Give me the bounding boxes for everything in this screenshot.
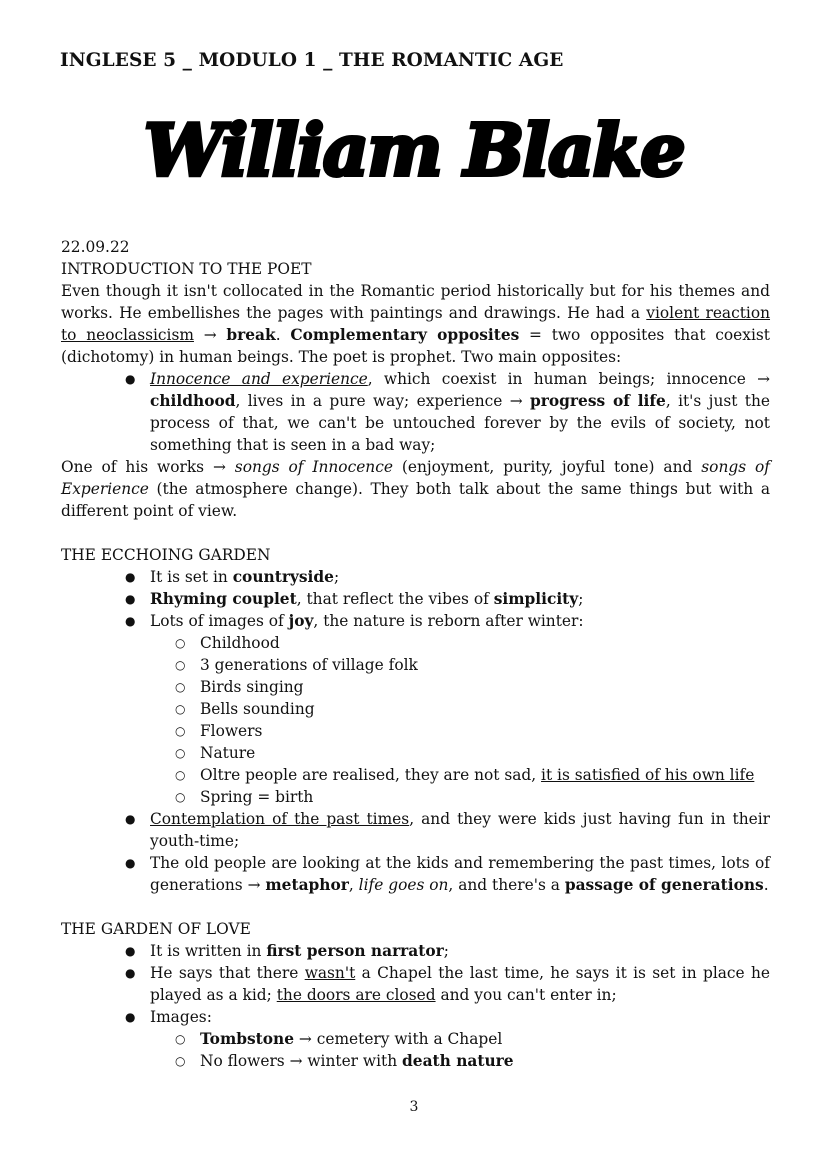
page-number: 3 [409, 1099, 419, 1115]
joy-images-list [200, 632, 770, 808]
sub-list-item: ○ Tombstone → cemetery with a Chapel [150, 1028, 770, 1050]
list-item: ● Innocence and experience, which coexist in human beings; innocence → childhood, lives in a pure way; experience → progress of life, it's just the process of that, we can't be untouched forever by the evils of society, not something that is seen in a bad way; [61, 368, 770, 456]
sub-list-item: ○ Birds singing [150, 676, 770, 698]
sub-list-item: ○ Childhood [150, 632, 770, 654]
list-item: ● He says that there wasn't a Chapel the last time, he says it is set in place he played as a kid; the doors are closed and you can't enter in; [61, 962, 770, 1006]
date: 22.09.22 [61, 238, 130, 256]
echoing-list [61, 566, 770, 896]
list-item: ● It is set in countryside; [61, 566, 770, 588]
sub-list-item: ○ Spring = birth [150, 786, 770, 808]
list-item: ● Rhyming couplet, that reflect the vibes of simplicity; [61, 588, 770, 610]
sub-list-item: ○ 3 generations of village folk [150, 654, 770, 676]
intro-paragraph: Even though it isn't collocated in the Romantic period historically but for his themes and works. He embellishes the pages with paintings and drawings. He had a violent reaction to neoclassicism → break. Complementary opposites = two opposites that coexist (dichotomy) in human beings. The poet is prophet. Two main opposites: [61, 282, 771, 366]
sub-list-item: ○ Bells sounding [150, 698, 770, 720]
sub-list-item: ○ Oltre people are realised, they are not sad, it is satisfied of his own life [150, 764, 770, 786]
list-item: ● Images: ○ Tombstone → cemetery with a Chapel ○ No flowers → winter with death nature [61, 1006, 770, 1072]
list-item: ● It is written in first person narrator; [61, 940, 770, 962]
intro-list [61, 368, 770, 456]
love-list [61, 940, 770, 1072]
section-heading-intro: INTRODUCTION TO THE POET [61, 260, 312, 278]
section-heading-love: THE GARDEN OF LOVE [61, 920, 251, 938]
list-item: ● The old people are looking at the kids and remembering the past times, lots of generations → metaphor, life goes on, and there's a passage of generations. [61, 852, 770, 896]
sub-list-item: ○ Nature [150, 742, 770, 764]
works-paragraph: One of his works → songs of Innocence (enjoyment, purity, joyful tone) and songs of Experience (the atmosphere change). They both talk about the same things but with a different point of view. [61, 458, 770, 520]
list-item: ● Lots of images of joy, the nature is reborn after winter: ○ Childhood ○ 3 generations of village folk ○ Birds singing ○ Bells sounding ○ Flowers ○ Nature ○ Oltre people are realised, they are not sad, it is satisfied of his own life ○ Spring = birth [61, 610, 770, 808]
notes-body [61, 236, 770, 1072]
page-title: William Blake [143, 108, 685, 192]
images-list [200, 1028, 770, 1072]
section-heading-echoing: THE ECCHOING GARDEN [61, 546, 271, 564]
course-header: INGLESE 5 _ MODULO 1 _ THE ROMANTIC AGE [60, 50, 564, 71]
sub-list-item: ○ Flowers [150, 720, 770, 742]
list-item: ● Contemplation of the past times, and they were kids just having fun in their youth-time; [61, 808, 770, 852]
sub-list-item: ○ No flowers → winter with death nature [150, 1050, 770, 1072]
